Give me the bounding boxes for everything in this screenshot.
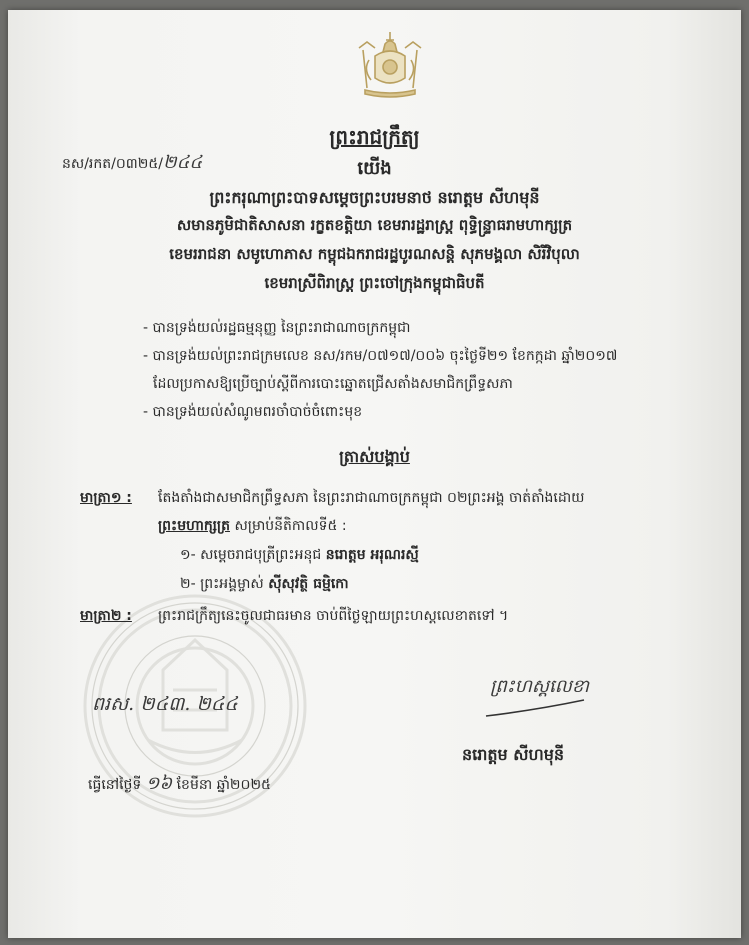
appointee-2 (180, 574, 349, 595)
decree-title: ព្រះរាជក្រឹត្យ (329, 125, 420, 149)
signature-script: ព្រះហស្តលេខា (490, 676, 589, 697)
decree-number-handwritten: ២៤៤ (162, 152, 203, 173)
appointee-2-name: ស៊ីសុវត្ថិ ធម្មិកោ (268, 576, 349, 592)
date-day: ១៦ (145, 773, 173, 794)
royal-signature (476, 666, 616, 730)
appointee-1-title: ១- សម្តេចរាជបុត្រីព្រះអនុជ (180, 547, 322, 563)
king-title-line-1: ព្រះករុណាព្រះបាទសម្តេចព្រះបរមនាថ នរោត្តម សីហមុនី (209, 188, 540, 207)
article-2-label: មាត្រា២ : (80, 608, 132, 624)
article-1-king: ព្រះមហាក្សត្រ (158, 518, 230, 534)
appointee-1 (180, 545, 419, 566)
article-1-label: មាត្រា១ : (80, 490, 132, 506)
we-heading: យើង (357, 158, 392, 179)
king-title-line-2: សមានភូមិជាតិសាសនា រក្ខតខត្តិយា ខេមរារដ្ឋរាស្ត្រ ពុទ្ធិន្ទ្រាធរាមហាក្សត្រ (176, 216, 573, 234)
appointee-1-name: នរោត្តម អរុណរស្មី (325, 547, 419, 563)
consideration-2: - បានទ្រង់យល់ព្រះរាជក្រមលេខ នស/រកម/០៧១៧/០០៦ ចុះថ្ងៃទី២១ ខែកក្កដា ឆ្នាំ២០១៧ (143, 348, 618, 364)
registry-stamp: ពរស. ២៤៣. ២៤៤ (92, 693, 238, 715)
article-1-text: តែងតាំងជាសមាជិកព្រឹទ្ធសភា នៃព្រះរាជាណាចក្រកម្ពុជា ០២ព្រះអង្គ ចាត់តាំងដោយ (158, 490, 585, 506)
issue-date (88, 771, 271, 798)
signatory-name: នរោត្តម សីហមុនី (462, 745, 565, 764)
date-prefix: ធ្វើនៅថ្ងៃទី (88, 777, 142, 793)
date-month-year: ខែមីនា ឆ្នាំ២០២៥ (176, 777, 271, 793)
royal-coat-of-arms-icon (355, 30, 425, 98)
consideration-2-continued: ដែលប្រកាសឱ្យប្រើច្បាប់ស្តីពីការបោះឆ្នោតជ្រើសតាំងសមាជិកព្រឹទ្ធសភា (153, 376, 513, 392)
decrees-heading: ត្រាស់បង្គាប់ (339, 447, 410, 466)
article-2-text: ព្រះរាជក្រឹត្យនេះចូលជាធរមាន ចាប់ពីថ្ងៃឡាយព្រះហស្តលេខាតទៅ ។ (158, 608, 509, 624)
consideration-1: - បានទ្រង់យល់រដ្ឋធម្មនុញ្ញ នៃព្រះរាជាណាចក្រកម្ពុជា (143, 320, 411, 336)
article-1-line-2 (158, 516, 347, 537)
decree-number-printed: នស/រកត/០៣២៥/ (62, 156, 163, 172)
article-1-term: សម្រាប់នីតិកាលទី៥ : (234, 518, 347, 534)
appointee-2-title: ២- ព្រះអង្គម្ចាស់ (180, 576, 264, 592)
king-title-line-3: ខេមររាជនា សមូហោភាស កម្ពុជឯករាជរដ្ឋបូរណសន្តិ សុភមង្គលា សិរីវិបុលា (169, 245, 580, 263)
king-title-line-4: ខេមរាស្រីពិរាស្ត្រ ព្រះចៅក្រុងកម្ពុជាធិបតី (264, 274, 485, 292)
consideration-3: - បានទ្រង់យល់សំណូមពរចាំបាច់ចំពោះមុខ (143, 404, 363, 420)
signature-stroke-icon (476, 666, 616, 730)
